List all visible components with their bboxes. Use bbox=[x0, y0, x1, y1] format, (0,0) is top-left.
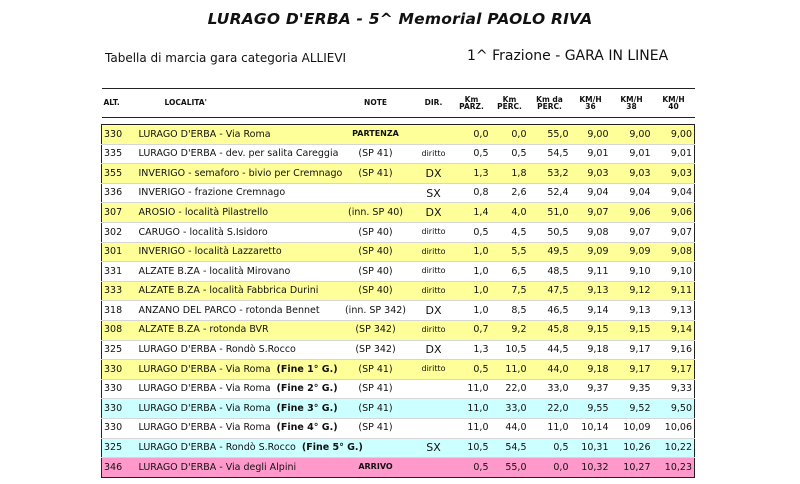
cell-kmh-38: 9,13 bbox=[611, 301, 653, 321]
cell-dir: DX bbox=[415, 340, 453, 360]
fine-lap-label: (Fine 3° G.) bbox=[276, 402, 338, 414]
header-note: NOTE bbox=[337, 89, 415, 118]
cell-alt: 331 bbox=[102, 262, 137, 282]
cell-kmh-38: 9,09 bbox=[611, 242, 653, 262]
cell-dir bbox=[415, 418, 453, 438]
cell-note bbox=[337, 183, 415, 203]
table-row bbox=[102, 125, 695, 145]
localita-text: LURAGO D'ERBA - Via Roma bbox=[138, 128, 271, 140]
cell-km-perc: 1,8 bbox=[491, 164, 529, 184]
localita-text: ALZATE B.ZA - rotonda BVR bbox=[138, 324, 269, 336]
cell-dir: SX bbox=[415, 183, 453, 203]
header-alt: ALT. bbox=[102, 89, 137, 118]
cell-km-parz: 1,4 bbox=[453, 203, 491, 223]
cell-km-parz: 1,0 bbox=[453, 242, 491, 262]
cell-km-parz: 11,0 bbox=[453, 399, 491, 419]
cell-localita bbox=[137, 144, 337, 164]
cell-note: (SP 342) bbox=[337, 320, 415, 340]
cell-kmh-36: 9,04 bbox=[571, 183, 611, 203]
cell-km-perc: 54,5 bbox=[491, 438, 529, 458]
cell-dir: diritto bbox=[415, 262, 453, 282]
cell-km-da-perc: 48,5 bbox=[529, 262, 571, 282]
cell-alt: 301 bbox=[102, 242, 137, 262]
cell-km-da-perc: 0,5 bbox=[529, 438, 571, 458]
header-kmh-40-line1: KM/H bbox=[662, 94, 685, 104]
cell-localita bbox=[137, 418, 337, 438]
cell-km-parz: 0,5 bbox=[453, 360, 491, 380]
cell-km-da-perc: 49,5 bbox=[529, 242, 571, 262]
cell-kmh-36: 9,13 bbox=[571, 281, 611, 301]
cell-km-parz: 1,0 bbox=[453, 301, 491, 321]
cell-note: (SP 41) bbox=[337, 164, 415, 184]
cell-alt: 330 bbox=[102, 418, 137, 438]
header-km-parz-line1: Km bbox=[464, 94, 479, 104]
cell-alt: 330 bbox=[102, 379, 137, 399]
localita-text: AROSIO - località Pilastrello bbox=[138, 206, 269, 218]
cell-kmh-36: 9,55 bbox=[571, 399, 611, 419]
cell-dir bbox=[415, 379, 453, 399]
cell-kmh-36: 10,32 bbox=[571, 458, 611, 478]
cell-kmh-38: 9,35 bbox=[611, 379, 653, 399]
cell-kmh-38: 10,26 bbox=[611, 438, 653, 458]
cell-dir: diritto bbox=[415, 320, 453, 340]
header-kmh-38-line2: 38 bbox=[626, 102, 637, 111]
cell-alt: 336 bbox=[102, 183, 137, 203]
cell-kmh-38: 9,17 bbox=[611, 340, 653, 360]
cell-kmh-36: 9,11 bbox=[571, 262, 611, 282]
table-row bbox=[102, 379, 695, 399]
cell-km-da-perc: 50,5 bbox=[529, 222, 571, 242]
cell-kmh-40: 10,23 bbox=[653, 458, 695, 478]
cell-km-da-perc: 44,5 bbox=[529, 340, 571, 360]
cell-kmh-40: 9,50 bbox=[653, 399, 695, 419]
cell-kmh-38: 9,17 bbox=[611, 360, 653, 380]
cell-alt: 330 bbox=[102, 125, 137, 145]
cell-note: (inn. SP 40) bbox=[337, 203, 415, 223]
cell-dir: DX bbox=[415, 301, 453, 321]
cell-alt: 330 bbox=[102, 360, 137, 380]
cell-km-perc: 11,0 bbox=[491, 360, 529, 380]
cell-km-parz: 11,0 bbox=[453, 379, 491, 399]
table-row bbox=[102, 418, 695, 438]
cell-kmh-36: 9,18 bbox=[571, 340, 611, 360]
cell-kmh-36: 9,14 bbox=[571, 301, 611, 321]
cell-alt: 325 bbox=[102, 340, 137, 360]
header-dir: DIR. bbox=[415, 89, 453, 118]
cell-note: (SP 41) bbox=[337, 399, 415, 419]
cell-note: ARRIVO bbox=[337, 458, 415, 478]
cell-km-da-perc: 44,0 bbox=[529, 360, 571, 380]
localita-text: LURAGO D'ERBA - Via Roma bbox=[138, 422, 271, 434]
cell-km-parz: 0,8 bbox=[453, 183, 491, 203]
header-kmh-38-line1: KM/H bbox=[620, 94, 643, 104]
cell-alt: 307 bbox=[102, 203, 137, 223]
localita-text: LURAGO D'ERBA - Rondò S.Rocco bbox=[138, 344, 296, 356]
cell-kmh-40: 9,06 bbox=[653, 203, 695, 223]
cell-localita bbox=[137, 281, 337, 301]
cell-km-perc: 33,0 bbox=[491, 399, 529, 419]
cell-dir bbox=[415, 399, 453, 419]
table-row bbox=[102, 203, 695, 223]
cell-kmh-40: 9,00 bbox=[653, 125, 695, 145]
cell-km-da-perc: 47,5 bbox=[529, 281, 571, 301]
cell-alt: 346 bbox=[102, 458, 137, 478]
table-body bbox=[102, 125, 695, 478]
cell-localita bbox=[137, 164, 343, 184]
header-km-parz-line2: PARZ. bbox=[459, 102, 484, 111]
cell-km-perc: 2,6 bbox=[491, 183, 529, 203]
cell-km-da-perc: 51,0 bbox=[529, 203, 571, 223]
table-row bbox=[102, 183, 695, 203]
header-km-perc bbox=[491, 89, 529, 118]
header-km-perc-line2: PERC. bbox=[497, 102, 522, 111]
cell-localita bbox=[137, 183, 337, 203]
cell-kmh-40: 9,14 bbox=[653, 320, 695, 340]
cell-alt: 333 bbox=[102, 281, 137, 301]
cell-kmh-40: 9,07 bbox=[653, 222, 695, 242]
cell-kmh-38: 9,10 bbox=[611, 262, 653, 282]
cell-km-perc: 0,5 bbox=[491, 144, 529, 164]
localita-text: INVERIGO - semaforo - bivio per Cremnago bbox=[138, 167, 343, 179]
localita-text: INVERIGO - frazione Cremnago bbox=[138, 187, 286, 199]
cell-note: (inn. SP 342) bbox=[337, 301, 415, 321]
cell-km-perc: 7,5 bbox=[491, 281, 529, 301]
cell-alt: 330 bbox=[102, 399, 137, 419]
cell-localita bbox=[137, 340, 337, 360]
cell-km-da-perc: 52,4 bbox=[529, 183, 571, 203]
localita-text: LURAGO D'ERBA - Via Roma bbox=[138, 363, 271, 375]
cell-kmh-38: 9,12 bbox=[611, 281, 653, 301]
header-km-da-perc-line2: PERC. bbox=[537, 102, 562, 111]
cell-kmh-36: 9,03 bbox=[571, 164, 611, 184]
table-row bbox=[102, 399, 695, 419]
cell-localita bbox=[137, 262, 337, 282]
table-row bbox=[102, 262, 695, 282]
localita-text: LURAGO D'ERBA - dev. per salita Careggia bbox=[138, 148, 339, 160]
cell-km-perc: 6,5 bbox=[491, 262, 529, 282]
cell-km-parz: 10,5 bbox=[453, 438, 491, 458]
cell-kmh-40: 9,04 bbox=[653, 183, 695, 203]
march-table bbox=[101, 88, 695, 478]
cell-km-perc: 4,0 bbox=[491, 203, 529, 223]
cell-km-perc: 22,0 bbox=[491, 379, 529, 399]
cell-kmh-38: 9,04 bbox=[611, 183, 653, 203]
cell-kmh-38: 9,03 bbox=[611, 164, 653, 184]
cell-km-parz: 0,5 bbox=[453, 458, 491, 478]
cell-kmh-36: 9,37 bbox=[571, 379, 611, 399]
header-km-da-perc bbox=[529, 89, 571, 118]
cell-alt: 335 bbox=[102, 144, 137, 164]
cell-localita bbox=[137, 301, 337, 321]
fine-lap-label: (Fine 2° G.) bbox=[276, 383, 338, 395]
header-kmh-36-line1: KM/H bbox=[579, 94, 602, 104]
cell-kmh-36: 9,07 bbox=[571, 203, 611, 223]
cell-alt: 318 bbox=[102, 301, 137, 321]
table-caption: Tabella di marcia gara categoria ALLIEVI bbox=[105, 51, 347, 65]
cell-km-perc: 5,5 bbox=[491, 242, 529, 262]
localita-text: ALZATE B.ZA - località Mirovano bbox=[138, 265, 291, 277]
cell-km-perc: 55,0 bbox=[491, 458, 529, 478]
cell-km-da-perc: 33,0 bbox=[529, 379, 571, 399]
cell-kmh-36: 9,00 bbox=[571, 125, 611, 145]
cell-localita bbox=[137, 360, 337, 380]
cell-km-perc: 8,5 bbox=[491, 301, 529, 321]
cell-kmh-36: 9,08 bbox=[571, 222, 611, 242]
localita-text: LURAGO D'ERBA - Rondò S.Rocco bbox=[138, 442, 296, 454]
cell-km-parz: 0,5 bbox=[453, 144, 491, 164]
cell-note: PARTENZA bbox=[337, 125, 415, 145]
cell-kmh-36: 9,01 bbox=[571, 144, 611, 164]
page-title: LURAGO D'ERBA - 5^ Memorial PAOLO RIVA bbox=[207, 10, 593, 28]
cell-alt: 355 bbox=[102, 164, 137, 184]
cell-localita bbox=[137, 242, 337, 262]
localita-text: ALZATE B.ZA - località Fabbrica Durini bbox=[138, 285, 319, 297]
cell-kmh-40: 9,11 bbox=[653, 281, 695, 301]
fine-lap-label: (Fine 5° G.) bbox=[301, 442, 363, 454]
cell-dir: diritto bbox=[415, 222, 453, 242]
cell-kmh-40: 9,33 bbox=[653, 379, 695, 399]
cell-km-parz: 1,3 bbox=[453, 164, 491, 184]
table-row bbox=[102, 242, 695, 262]
cell-kmh-38: 9,15 bbox=[611, 320, 653, 340]
cell-km-parz: 1,0 bbox=[453, 262, 491, 282]
cell-note: (SP 40) bbox=[337, 242, 415, 262]
cell-note: (SP 40) bbox=[337, 281, 415, 301]
localita-text: CARUGO - località S.Isidoro bbox=[138, 226, 268, 238]
cell-dir: DX bbox=[415, 203, 453, 223]
header-km-parz bbox=[453, 89, 491, 118]
cell-kmh-40: 9,16 bbox=[653, 340, 695, 360]
cell-km-da-perc: 11,0 bbox=[529, 418, 571, 438]
cell-note: (SP 40) bbox=[337, 222, 415, 242]
cell-km-perc: 10,5 bbox=[491, 340, 529, 360]
cell-kmh-38: 9,07 bbox=[611, 222, 653, 242]
cell-kmh-40: 9,03 bbox=[653, 164, 695, 184]
table-row bbox=[102, 301, 695, 321]
cell-note: (SP 41) bbox=[337, 360, 415, 380]
localita-text: LURAGO D'ERBA - Via Roma bbox=[138, 402, 271, 414]
cell-alt: 325 bbox=[102, 438, 137, 458]
cell-kmh-36: 10,14 bbox=[571, 418, 611, 438]
header-kmh-36-line2: 36 bbox=[585, 102, 596, 111]
header-kmh-40-line2: 40 bbox=[668, 102, 679, 111]
cell-kmh-36: 9,15 bbox=[571, 320, 611, 340]
cell-km-parz: 1,3 bbox=[453, 340, 491, 360]
header-gap bbox=[102, 118, 695, 125]
cell-km-da-perc: 22,0 bbox=[529, 399, 571, 419]
header-kmh-36 bbox=[571, 89, 611, 118]
cell-dir: diritto bbox=[415, 242, 453, 262]
cell-note: (SP 41) bbox=[337, 418, 415, 438]
cell-note: (SP 41) bbox=[337, 144, 415, 164]
table-row bbox=[102, 438, 695, 458]
cell-kmh-36: 10,31 bbox=[571, 438, 611, 458]
cell-km-perc: 44,0 bbox=[491, 418, 529, 438]
cell-localita bbox=[137, 458, 337, 478]
header-localita: LOCALITA' bbox=[137, 89, 337, 118]
cell-km-perc: 0,0 bbox=[491, 125, 529, 145]
cell-note: (SP 41) bbox=[337, 379, 415, 399]
cell-alt: 308 bbox=[102, 320, 137, 340]
cell-dir bbox=[415, 458, 453, 478]
table-row bbox=[102, 360, 695, 380]
cell-km-da-perc: 54,5 bbox=[529, 144, 571, 164]
fine-lap-label: (Fine 1° G.) bbox=[276, 363, 338, 375]
cell-kmh-38: 9,06 bbox=[611, 203, 653, 223]
cell-localita bbox=[137, 222, 337, 242]
table-row bbox=[102, 144, 695, 164]
cell-km-perc: 9,2 bbox=[491, 320, 529, 340]
table-row bbox=[102, 340, 695, 360]
cell-kmh-40: 9,17 bbox=[653, 360, 695, 380]
localita-text: INVERIGO - località Lazzaretto bbox=[138, 246, 282, 258]
localita-text: ANZANO DEL PARCO - rotonda Bennet bbox=[138, 304, 320, 316]
cell-dir: DX bbox=[415, 164, 453, 184]
cell-kmh-38: 9,01 bbox=[611, 144, 653, 164]
cell-dir bbox=[415, 125, 453, 145]
table-row bbox=[102, 222, 695, 242]
cell-km-parz: 0,0 bbox=[453, 125, 491, 145]
cell-localita bbox=[137, 399, 337, 419]
cell-dir: diritto bbox=[415, 281, 453, 301]
cell-km-da-perc: 53,2 bbox=[529, 164, 571, 184]
cell-kmh-40: 10,06 bbox=[653, 418, 695, 438]
cell-kmh-40: 9,08 bbox=[653, 242, 695, 262]
cell-kmh-40: 9,13 bbox=[653, 301, 695, 321]
cell-localita bbox=[137, 320, 337, 340]
cell-localita bbox=[137, 203, 337, 223]
cell-kmh-36: 9,09 bbox=[571, 242, 611, 262]
cell-kmh-38: 9,00 bbox=[611, 125, 653, 145]
cell-kmh-36: 9,18 bbox=[571, 360, 611, 380]
cell-kmh-40: 9,01 bbox=[653, 144, 695, 164]
cell-kmh-38: 9,52 bbox=[611, 399, 653, 419]
cell-note: (SP 40) bbox=[337, 262, 415, 282]
cell-km-da-perc: 0,0 bbox=[529, 458, 571, 478]
cell-dir: SX bbox=[415, 438, 453, 458]
cell-km-perc: 4,5 bbox=[491, 222, 529, 242]
cell-km-parz: 11,0 bbox=[453, 418, 491, 438]
header-km-da-perc-line1: Km da bbox=[536, 94, 563, 104]
stage-caption: 1^ Frazione - GARA IN LINEA bbox=[467, 48, 669, 64]
cell-km-parz: 1,0 bbox=[453, 281, 491, 301]
cell-km-da-perc: 55,0 bbox=[529, 125, 571, 145]
cell-kmh-38: 10,27 bbox=[611, 458, 653, 478]
fine-lap-label: (Fine 4° G.) bbox=[276, 422, 338, 434]
header-kmh-38 bbox=[611, 89, 653, 118]
cell-alt: 302 bbox=[102, 222, 137, 242]
cell-dir: diritto bbox=[415, 360, 453, 380]
table-row bbox=[102, 164, 695, 184]
cell-localita bbox=[137, 438, 363, 458]
localita-text: LURAGO D'ERBA - Via Roma bbox=[138, 383, 271, 395]
cell-localita bbox=[137, 125, 337, 145]
cell-note: (SP 342) bbox=[337, 340, 415, 360]
cell-km-da-perc: 45,8 bbox=[529, 320, 571, 340]
cell-kmh-40: 10,22 bbox=[653, 438, 695, 458]
table-header-row bbox=[102, 89, 695, 118]
table-row bbox=[102, 320, 695, 340]
localita-text: LURAGO D'ERBA - Via degli Alpini bbox=[138, 461, 297, 473]
header-kmh-40 bbox=[653, 89, 695, 118]
cell-km-da-perc: 46,5 bbox=[529, 301, 571, 321]
table-row bbox=[102, 281, 695, 301]
header-km-perc-line1: Km bbox=[502, 94, 517, 104]
cell-localita bbox=[137, 379, 337, 399]
cell-kmh-38: 10,09 bbox=[611, 418, 653, 438]
cell-kmh-40: 9,10 bbox=[653, 262, 695, 282]
cell-dir: diritto bbox=[415, 144, 453, 164]
table-row bbox=[102, 458, 695, 478]
cell-km-parz: 0,5 bbox=[453, 222, 491, 242]
cell-km-parz: 0,7 bbox=[453, 320, 491, 340]
